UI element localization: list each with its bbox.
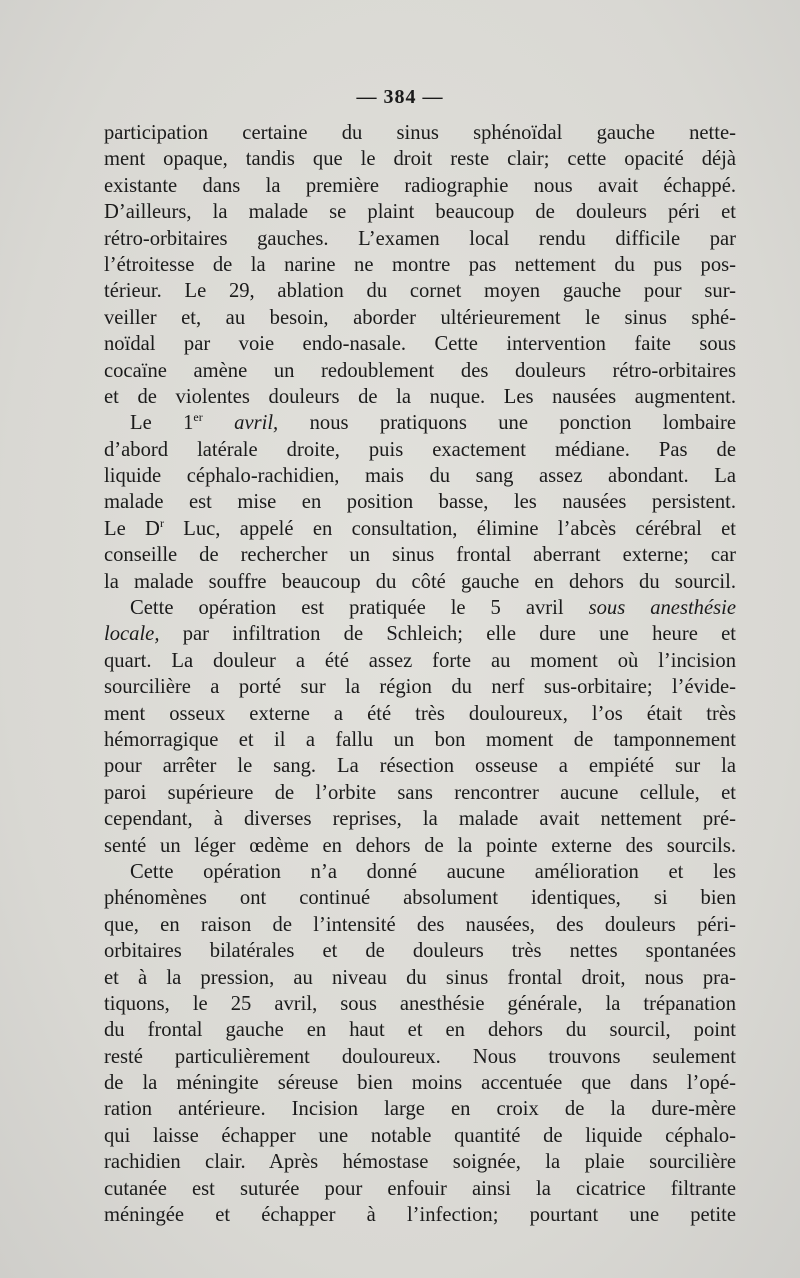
body-text xyxy=(104,120,736,1228)
text-line: sourcilière a porté sur la région du nerf sus-orbitaire; l’évide- xyxy=(104,676,736,699)
text-line: Le 1er avril, nous pratiquons une ponction lombaire xyxy=(130,410,737,435)
text-line: Cette opération n’a donné aucune amélioration et les xyxy=(130,860,736,883)
text-line: Cette opération est pratiquée le 5 avril sous anesthésie xyxy=(130,597,736,620)
text-line: la malade souffre beaucoup du côté gauche en dehors du sourcil. xyxy=(104,570,736,593)
text-line: senté un léger œdème en dehors de la pointe externe des sourcils. xyxy=(104,834,736,857)
text-line: D’ailleurs, la malade se plaint beaucoup de douleurs péri et xyxy=(104,201,736,224)
text-line: participation certaine du sinus sphénoïdal gauche nette- xyxy=(104,122,736,144)
text-line: térieur. Le 29, ablation du cornet moyen gauche pour sur- xyxy=(104,280,736,303)
text-line: pour arrêter le sang. La résection osseuse a empiété sur la xyxy=(104,755,736,778)
text-line: phénomènes ont continué absolument identiques, si bien xyxy=(104,887,736,910)
text-line: malade est mise en position basse, les nausées persistent. xyxy=(104,491,736,514)
text-line: ment osseux externe a été très douloureux, l’os était très xyxy=(104,702,736,725)
text-line: ration antérieure. Incision large en croix de la dure-mère xyxy=(104,1098,736,1121)
text-line: ment opaque, tandis que le droit reste clair; cette opacité déjà xyxy=(104,148,736,171)
text-line: orbitaires bilatérales et de douleurs très nettes spontanées xyxy=(104,940,736,963)
text-line: rachidien clair. Après hémostase soignée, la plaie sourcilière xyxy=(104,1151,736,1174)
text-line: existante dans la première radiographie nous avait échappé. xyxy=(104,174,736,197)
text-line: rétro-orbitaires gauches. L’examen local rendu difficile par xyxy=(104,227,736,250)
text-line: tiquons, le 25 avril, sous anesthésie générale, la trépanation xyxy=(104,992,736,1015)
text-line: cependant, à diverses reprises, la malade avait nettement pré- xyxy=(104,808,736,831)
text-line: cutanée est suturée pour enfouir ainsi la cicatrice filtrante xyxy=(104,1177,736,1200)
text-line: conseille de rechercher un sinus frontal aberrant externe; car xyxy=(104,544,736,567)
text-line: Le $D^r$ Luc, appelé en consultation, élimine l’abcès cérébral et xyxy=(104,515,736,540)
text-line: de la méningite séreuse bien moins accentuée que dans l’opé- xyxy=(104,1072,736,1095)
text-line: qui laisse échapper une notable quantité de liquide céphalo- xyxy=(104,1124,736,1147)
text-line: veiller et, au besoin, aborder ultérieurement le sinus sphé- xyxy=(104,306,736,329)
text-line: que, en raison de l’intensité des nausées, des douleurs péri- xyxy=(104,913,736,936)
text-line: locale, par infiltration de Schleich; elle dure une heure et xyxy=(104,623,736,646)
text-line: d’abord latérale droite, puis exactement médiane. Pas de xyxy=(104,438,736,461)
text-line: resté particulièrement douloureux. Nous trouvons seulement xyxy=(104,1045,736,1068)
text-line: liquide céphalo-rachidien, mais du sang assez abondant. La xyxy=(104,465,736,488)
text-line: du frontal gauche en haut et en dehors du sourcil, point xyxy=(104,1019,736,1042)
page-number: — 384 — xyxy=(356,86,444,108)
text-line: quart. La douleur a été assez forte au moment où l’incision xyxy=(104,649,736,672)
text-line: cocaïne amène un redoublement des douleurs rétro-orbitaires xyxy=(104,359,736,382)
text-line: et de violentes douleurs de la nuque. Les nausées augmentent. xyxy=(104,385,736,408)
text-line: l’étroitesse de la narine ne montre pas nettement du pus pos- xyxy=(104,253,736,276)
text-line: noïdal par voie endo-nasale. Cette intervention faite sous xyxy=(104,333,736,356)
text-line: et à la pression, au niveau du sinus frontal droit, nous pra- xyxy=(104,966,736,989)
text-line: méningée et échapper à l’infection; pourtant une petite xyxy=(104,1204,736,1227)
text-line: hémorragique et il a fallu un bon moment de tamponnement xyxy=(104,728,736,751)
text-line: paroi supérieure de l’orbite sans rencontrer aucune cellule, et xyxy=(104,781,736,804)
